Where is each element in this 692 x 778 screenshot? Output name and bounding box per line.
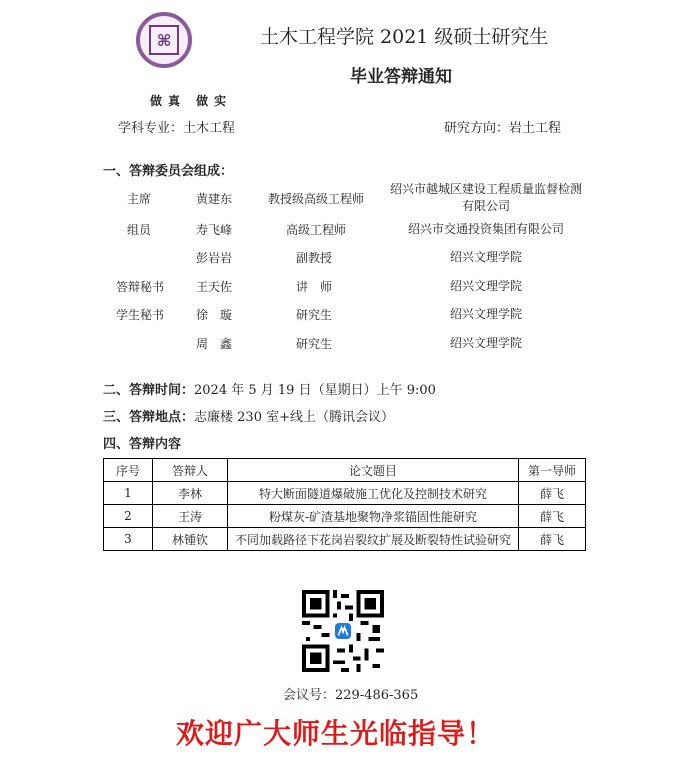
committee-title: 研究生 <box>296 337 333 351</box>
committee-title: 副教授 <box>296 251 333 265</box>
page-subtitle: 毕业答辩通知 <box>350 67 452 87</box>
committee-org: 绍兴市越城区建设工程质量监督检测有限公司 <box>389 182 582 213</box>
committee-name: 徐 璇 <box>196 308 233 322</box>
place-label: 三、答辩地点： <box>103 410 195 425</box>
table-cell: 特大断面隧道爆破施工优化及控制技术研究 <box>228 482 519 505</box>
committee-name: 王天佐 <box>196 280 233 294</box>
table-cell: 李林 <box>153 482 228 505</box>
committee-org: 绍兴市交通投资集团有限公司 <box>407 222 564 236</box>
table-row <box>104 528 586 551</box>
committee-org: 绍兴文理学院 <box>449 336 522 350</box>
meeting-id: 会议号：229-486-365 <box>283 688 419 703</box>
school-motto: 做真 做实 <box>150 94 233 108</box>
table-cell: 粉煤灰-矿渣基地聚物净浆锚固性能研究 <box>228 505 519 528</box>
committee-title: 高级工程师 <box>286 223 347 237</box>
table-cell: 薛飞 <box>519 505 586 528</box>
table-cell: 不同加载路径下花岗岩裂纹扩展及断裂特性试验研究 <box>228 528 519 551</box>
table-cell: 2 <box>104 505 153 528</box>
thesis-table <box>103 458 586 551</box>
table-cell: 1 <box>104 482 153 505</box>
qr-code-icon <box>302 590 384 672</box>
col-header: 答辩人 <box>153 459 228 482</box>
table-cell: 薛飞 <box>519 528 586 551</box>
committee-role: 答辩秘书 <box>116 280 165 294</box>
committee-org: 绍兴文理学院 <box>449 307 522 321</box>
page-title: 土木工程学院 2021 级硕士研究生 <box>260 26 549 48</box>
committee-title: 讲 师 <box>296 280 333 294</box>
table-cell: 3 <box>104 528 153 551</box>
committee-name: 彭岩岩 <box>196 251 233 265</box>
committee-name: 周 鑫 <box>196 337 233 351</box>
committee-org: 绍兴文理学院 <box>449 279 522 293</box>
committee-name: 黄建东 <box>196 192 233 206</box>
committee-title: 研究生 <box>296 308 333 322</box>
welcome-banner: 欢迎广大师生光临指导！ <box>176 717 496 750</box>
place-value: 志廉楼 230 室+线上（腾讯会议） <box>194 410 394 425</box>
committee-title: 教授级高级工程师 <box>268 192 365 206</box>
defense-time <box>103 379 436 398</box>
table-header-row <box>104 459 586 482</box>
time-label: 二、答辩时间： <box>103 383 195 398</box>
table-cell: 林锺钦 <box>153 528 228 551</box>
defense-place <box>103 406 394 425</box>
seal-emblem-icon: ⌘ <box>149 25 179 55</box>
direction-label: 研究方向：岩土工程 <box>444 121 562 136</box>
committee-heading: 一、答辩委员会组成： <box>103 164 234 179</box>
time-value: 2024 年 5 月 19 日（星期日）上午 9:00 <box>194 383 436 398</box>
table-row <box>104 482 586 505</box>
committee-name: 寿飞峰 <box>196 223 233 237</box>
table-cell: 薛飞 <box>519 482 586 505</box>
content-heading: 四、答辩内容 <box>103 437 182 452</box>
major-label: 学科专业：土木工程 <box>118 121 236 136</box>
committee-role: 主席 <box>127 192 152 206</box>
committee-role: 学生秘书 <box>116 308 165 322</box>
col-header: 论文题目 <box>228 459 519 482</box>
university-seal-logo <box>136 12 192 68</box>
table-cell: 王涛 <box>153 505 228 528</box>
col-header: 序号 <box>104 459 153 482</box>
table-row <box>104 505 586 528</box>
col-header: 第一导师 <box>519 459 586 482</box>
committee-role: 组员 <box>127 223 152 237</box>
committee-org: 绍兴文理学院 <box>449 250 522 264</box>
